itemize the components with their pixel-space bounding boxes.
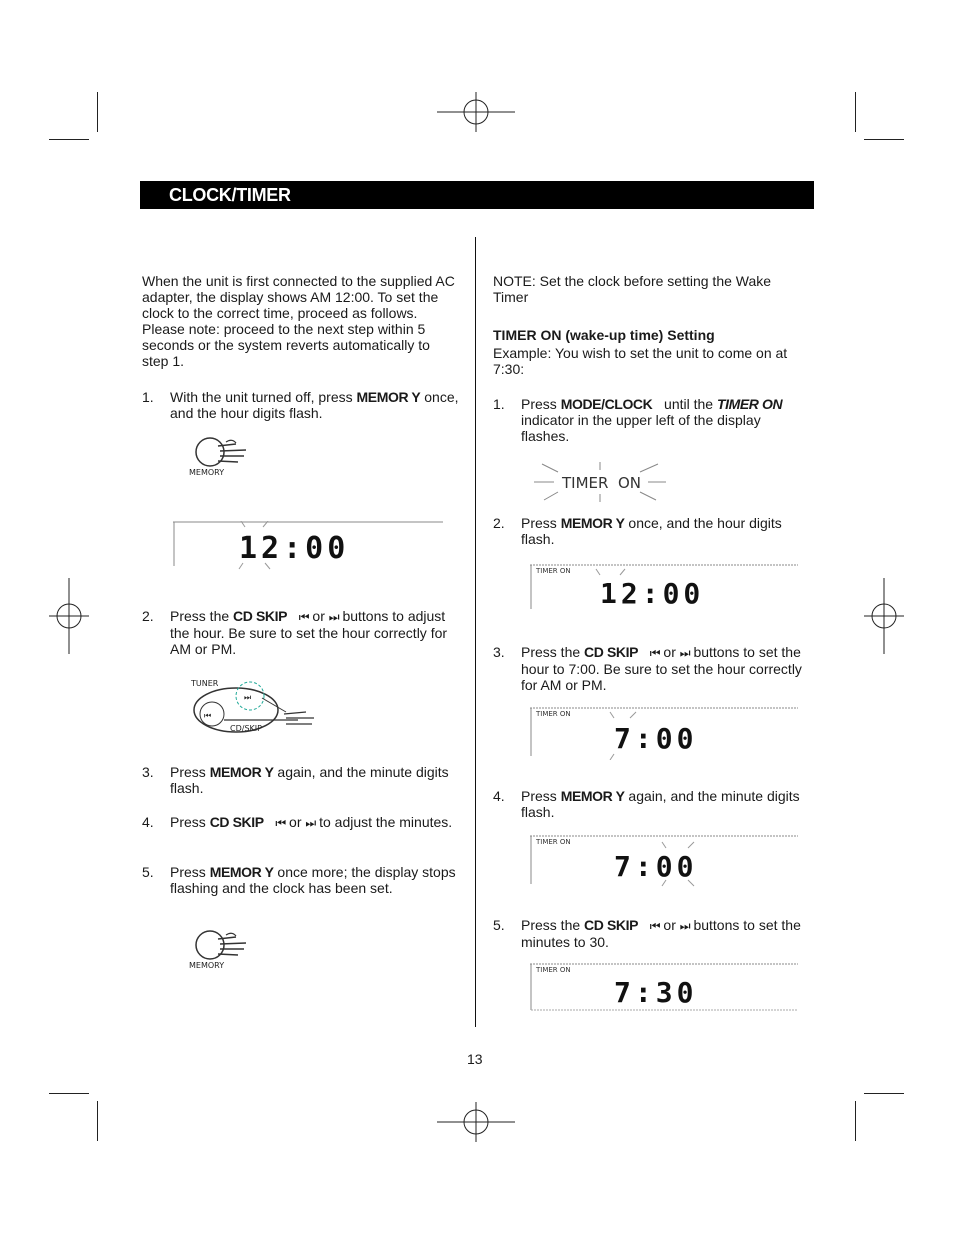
timer-on-label: TIMER ON (536, 838, 571, 846)
timer-on-text: TIMER ON (562, 474, 641, 492)
step-number: 1. (142, 389, 154, 405)
step-number: 3. (493, 644, 505, 660)
key-memory: MEMOR Y (209, 864, 274, 880)
intro-paragraph: When the unit is first connected to the supplied AC adapter, the display shows AM 12:00. To set the clock to the correct time, proceed as follows. Please note: proceed to the next step within 5 seconds or the system reverts automatically to step 1. (142, 273, 455, 369)
step-number: 4. (142, 814, 154, 830)
skip-forward-icon: ⏭ (679, 646, 690, 660)
lcd-display (530, 962, 800, 1014)
step-number: 4. (493, 788, 505, 804)
key-memory: MEMOR Y (560, 515, 625, 531)
step-text: until the (652, 396, 717, 412)
lcd-display (530, 563, 800, 613)
svg-text:⏭: ⏭ (244, 693, 252, 702)
step-text: or (659, 917, 680, 933)
key-cd-skip: CD SKIP (584, 644, 639, 660)
registration-mark (437, 92, 515, 132)
clock-digits: 7:30 (614, 976, 698, 1009)
crop-mark (97, 92, 98, 132)
skip-forward-icon: ⏭ (679, 919, 690, 933)
step-text: With the unit turned off, press (170, 389, 357, 405)
crop-mark (864, 1093, 904, 1094)
key-cd-skip: CD SKIP (584, 917, 639, 933)
skip-back-icon: ⏮ (275, 816, 286, 830)
step-text: once more; the display stops flashing and the clock has been set. (170, 864, 456, 896)
registration-mark (437, 1102, 515, 1142)
section-header-bar (140, 181, 814, 209)
step-text: indicator in the upper left of the display flashes. (521, 412, 761, 444)
step-text: Press the (521, 917, 585, 933)
step-text: buttons to set the minutes to 30. (521, 917, 801, 950)
clock-digits: 7:00 (614, 850, 698, 883)
section-heading: TIMER ON (wake-up time) Setting (493, 327, 715, 343)
column-divider (475, 237, 476, 1027)
step-number: 3. (142, 764, 154, 780)
clock-digits: 7:00 (614, 722, 698, 755)
section-title: CLOCK/TIMER (169, 185, 291, 205)
step-number: 5. (142, 864, 154, 880)
note-paragraph: NOTE: Set the clock before setting the Wake Timer (493, 273, 772, 305)
tuner-label: TUNER (191, 679, 219, 688)
step-text: Press the (170, 608, 234, 624)
cd-skip-label: CD/SKIP (230, 724, 262, 733)
skip-back-icon: ⏮ (649, 646, 660, 660)
step-text: to adjust the minutes. (315, 814, 453, 830)
lcd-display (530, 706, 800, 760)
key-memory: MEMOR Y (356, 389, 421, 405)
crop-mark (864, 139, 904, 140)
step-text: once, and the hour digits flash. (521, 515, 782, 547)
skip-back-icon: ⏮ (649, 919, 660, 933)
timer-on-indicator-illustration (530, 460, 670, 504)
step-text: or (308, 608, 329, 624)
step-text: again, and the minute digits flash. (521, 788, 800, 820)
step-number: 5. (493, 917, 505, 933)
registration-mark (864, 578, 904, 654)
step-number: 2. (142, 608, 154, 624)
lcd-display (173, 521, 443, 571)
crop-mark (97, 1101, 98, 1141)
step-number: 2. (493, 515, 505, 531)
key-memory: MEMOR Y (560, 788, 625, 804)
registration-mark (49, 578, 89, 654)
page-number: 13 (467, 1051, 483, 1067)
step-text: Press (521, 396, 561, 412)
timer-on-label: TIMER ON (536, 710, 571, 718)
skip-forward-icon: ⏭ (305, 816, 316, 830)
crop-mark (49, 1093, 89, 1094)
crop-mark (49, 139, 89, 140)
step-text: again, and the minute digits flash. (170, 764, 449, 796)
timer-on-indicator-name: TIMER ON (716, 396, 783, 412)
step-text: buttons to adjust the hour. Be sure to set the hour correctly for AM or PM. (170, 608, 448, 657)
step-text: buttons to set the hour to 7:00. Be sure to set the hour correctly for AM or PM. (521, 644, 802, 693)
step-text: Press (170, 814, 210, 830)
key-memory: MEMOR Y (209, 764, 274, 780)
svg-text:⏮: ⏮ (204, 711, 212, 720)
key-cd-skip: CD SKIP (233, 608, 288, 624)
memory-label: MEMORY (189, 468, 225, 477)
step-text: or (285, 814, 306, 830)
clock-digits: 12:00 (239, 531, 350, 566)
step-text: once, and the hour digits flash. (170, 389, 459, 421)
key-cd-skip: CD SKIP (209, 814, 264, 830)
crop-mark (855, 1101, 856, 1141)
memory-label: MEMORY (189, 961, 225, 970)
step-text: Press (521, 515, 561, 531)
step-text: or (659, 644, 680, 660)
step-number: 1. (493, 396, 505, 412)
example-paragraph: Example: You wish to set the unit to come on at 7:30: (493, 345, 788, 377)
timer-on-label: TIMER ON (536, 966, 571, 974)
step-text: Press (170, 764, 210, 780)
key-mode-clock: MODE/CLOCK (560, 396, 653, 412)
crop-mark (855, 92, 856, 132)
clock-digits: 12:00 (600, 577, 705, 610)
skip-forward-icon: ⏭ (328, 610, 339, 624)
timer-on-label: TIMER ON (536, 567, 571, 575)
step-text: Press (170, 864, 210, 880)
skip-back-icon: ⏮ (298, 610, 309, 624)
step-text: Press (521, 788, 561, 804)
step-text: Press the (521, 644, 585, 660)
lcd-display (530, 834, 800, 888)
